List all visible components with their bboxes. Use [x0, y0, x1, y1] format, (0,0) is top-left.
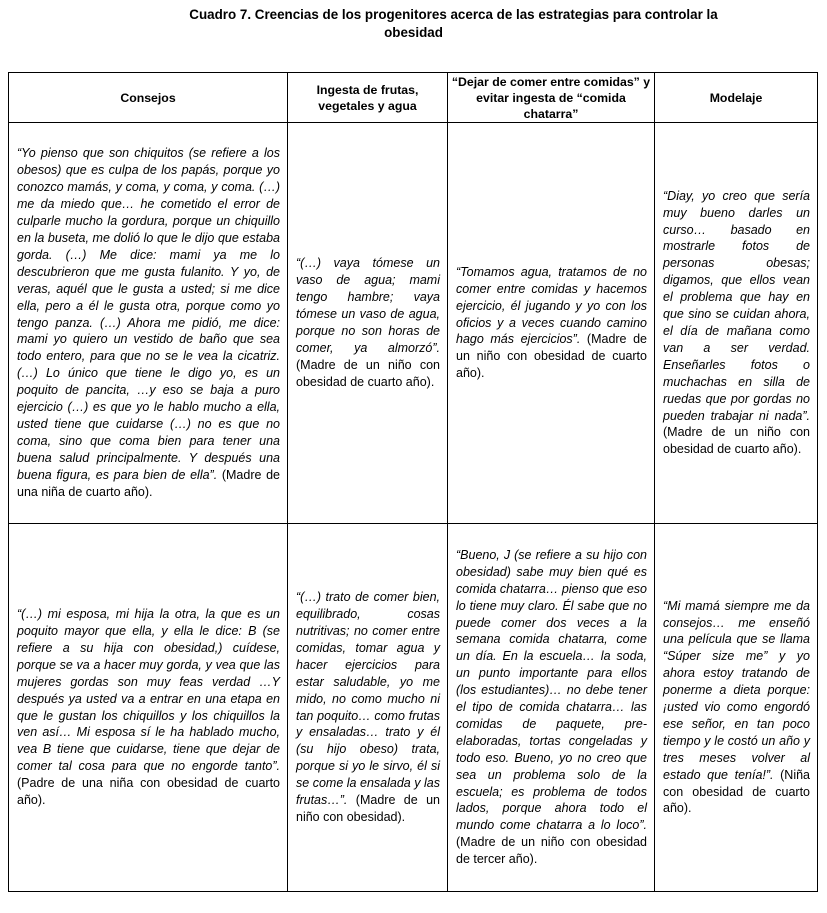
header-consejos: Consejos: [9, 73, 288, 123]
table-cell: [448, 524, 655, 892]
header-modelaje: Modelaje: [655, 73, 818, 123]
header-row: [9, 73, 818, 123]
table-cell: [655, 123, 818, 524]
quote-text: “(…) trato de comer bien, equilibrado, cosas nutritivas; no comer entre comidas, tomar agua y hacer ejercicios para estar saludable, yo me mido, no como mucho ni tan poquito… como frutas y ensaladas… trato y él (su hijo obeso) trata, porque si yo le sirvo, él si se come la ensalada y las frutas…”.: [296, 590, 440, 808]
table-cell: [288, 524, 448, 892]
quote-source: (Madre de un niño con obesidad de cuarto año).: [456, 332, 647, 381]
caption-line-2: obesidad: [384, 25, 443, 40]
header-dejar-de-comer: “Dejar de comer entre comidas” y evitar ingesta de “comida chatarra”: [448, 73, 655, 123]
table-row: [9, 524, 818, 892]
quote-source: (Madre de un niño con obesidad).: [296, 793, 440, 824]
quote-source: (Madre de un niño con obesidad de cuarto año).: [663, 425, 810, 457]
table-caption: [0, 6, 827, 42]
quote-text: “Yo pienso que son chiquitos (se refiere a los obesos) que es culpa de los papás, porque yo conozco mamás, y coma, y coma, y coma. (…) me da miedo que… he cometido el error de culparle mucho la gordura, porque un chiquillo en la buseta, me dolió lo que le dijo que estaba gorda. (…) Me dice: mami ya me lo descubrieron que me gusta fulanito. Y yo, de veras, aquél que le gusta a usted; si me dice ella, pero a él le gusta otra, porque como yo tengo panza. (…) Ahora me pidió, me dice: mami yo quiero un vestido de baño que sea todo entero, para que no se le vea la cicatriz. (…) Lo único que tiene le digo yo, es un poquito de pancita, …y eso se baja a puro ejercicio (…) es que yo le hablo mucho a ella, usted tiene que cuidarse (…) no es que no coma, sino que coma bien para tener una buena salud principalmente. Y después una buena figura, es para bien de ella”.: [17, 146, 280, 482]
quote-source: (Madre de un niño con obesidad de tercer año).: [456, 835, 647, 867]
quote-source: (Madre de un niño con obesidad de cuarto año).: [296, 357, 440, 389]
quote-source: (Padre de una niña con obesidad de cuarto año).: [17, 776, 280, 808]
quote-text: “Tomamos agua, tratamos de no comer entre comidas y hacemos ejercicio, él jugando y yo con los oficios y a veces cuando camino hago más ejercicios”.: [456, 264, 647, 347]
table-cell: [448, 123, 655, 524]
quote-text: “(…) vaya tómese un vaso de agua; mami tengo hambre; vaya tómese un vaso de agua, porque no son horas de comer, ya almorzó”.: [296, 256, 440, 355]
caption-line-1: Cuadro 7. Creencias de los progenitores acerca de las estrategias para controlar la: [189, 7, 718, 22]
table-cell: [655, 524, 818, 892]
quote-source: (Madre de una niña de cuarto año).: [17, 467, 280, 499]
beliefs-table: [8, 72, 818, 892]
quote-source: (Niña con obesidad de cuarto año).: [663, 767, 810, 816]
table-cell: [288, 123, 448, 524]
table-row: [9, 123, 818, 524]
quote-text: “Bueno, J (se refiere a su hijo con obesidad) sabe muy bien qué es comida chatarra… pienso que eso lo tiene muy claro. Él sabe que no puede comer dos veces a la semana comida chatarra, come un día. En la escuela… la soda, un punto importante para ellos (los estudiantes)… no debe tener el tipo de comida chatarra… las comidas de paquete, pre-elaboradas, tortas congeladas y todo eso. Bueno, yo no creo que sea un problema solo de la escuela; es problema de todos lados, porque ahora todo el mundo come chatarra a lo loco”.: [456, 547, 647, 833]
table-cell: [9, 524, 288, 892]
quote-text: “Diay, yo creo que sería muy bueno darles un curso… basado en mostrarle fotos de personas obesas; digamos, que ellos vean el problema que hay en que sino se cuidan ahora, el día de mañana como van a ser verdad. Enseñarles fotos o muchachas en silla de ruedas que por gordas no pueden trabajar ni nada”.: [663, 188, 810, 423]
quote-text: “(…) mi esposa, mi hija la otra, la que es un poquito mayor que ella, y ella le dice: B (se refiere a su hija con obesidad,) cuídese, porque se va a hacer muy gorda, y vea que las mujeres gordas son muy feas verdad …Y después ya usted va a entrar en una etapa en que le gustan los chiquillos y los chiquillos la ven así… Mi esposa sí le ha hablado mucho, vea B tiene que cuidarse, tiene que dejar de comer tal cosa para que no engorde tanto”.: [17, 607, 280, 774]
header-ingesta: Ingesta de frutas, vegetales y agua: [288, 73, 448, 123]
table-cell: [9, 123, 288, 524]
quote-text: “Mi mamá siempre me da consejos… me enseñó una película que se llama “Súper size me” y yo ahora estoy tratando de ponerme a dieta porque: ¡usted vio como engordó ese señor, en tan poco tiempo y le costó un año y tres meses volver al estado que tenía!”.: [663, 598, 810, 782]
